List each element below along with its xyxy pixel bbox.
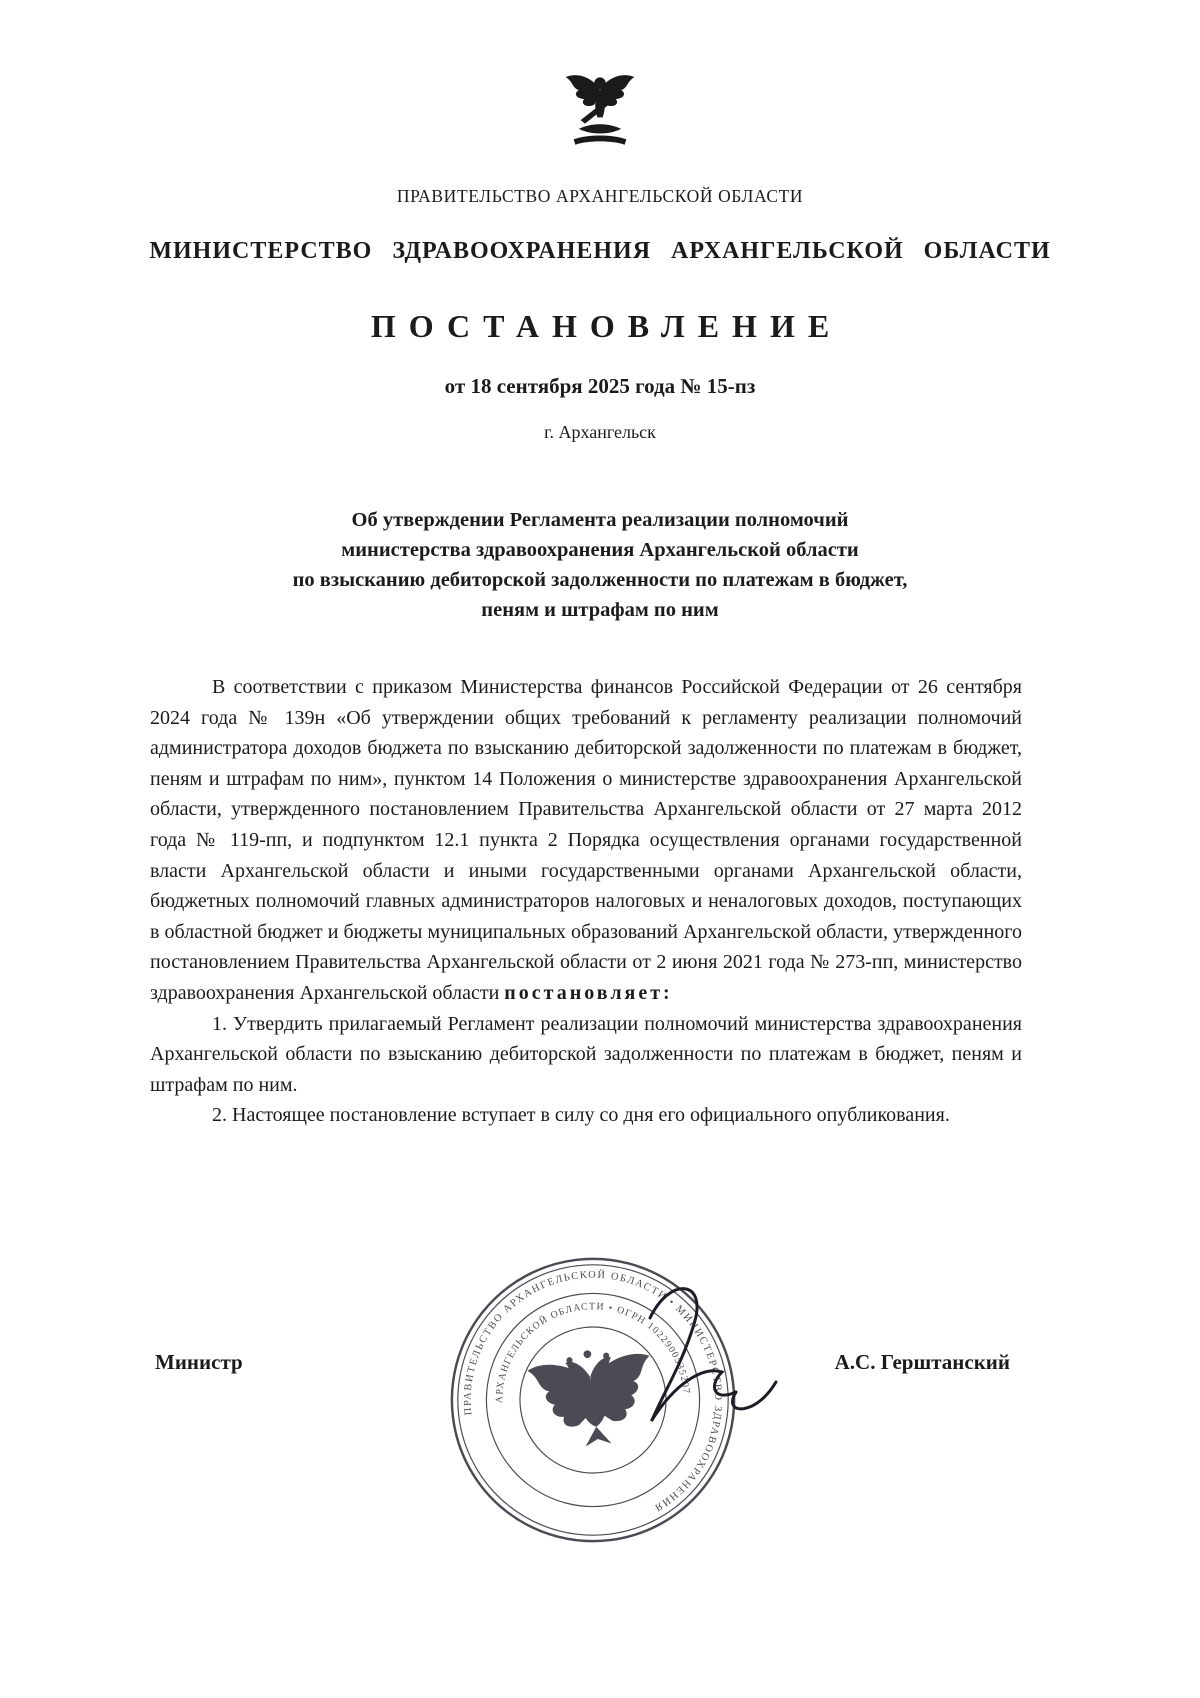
ministry-header: МИНИСТЕРСТВО ЗДРАВООХРАНЕНИЯ АРХАНГЕЛЬСКОЙ ОБЛАСТИ [149,238,1051,264]
paragraph-1-text: В соответствии с приказом Министерства финансов Российской Федерации от 26 сентября 2024 года № 139н «Об утверждении общих требований к регламенту реализации полномочий администратора доходов бюджета по взысканию дебиторской задолженности по платежам в бюджет, пеням и штрафам по ним», пунктом 14 Положения о министерстве здравоохранения Архангельской области, утвержденного постановлением Правительства Архангельской области от 27 марта 2012 года № 119-пп, и подпунктом 12.1 пункта 2 Порядка осуществления органами государственной власти Архангельской области и иными государственными органами Архангельской области, бюджетных полномочий главных администраторов налоговых и неналоговых доходов, поступающих в областной бюджет и бюджеты муниципальных образований Архангельской области, утвержденного постановлением Правительства Архангельской области от 2 июня 2021 года № 273-пп, министерство здравоохранения Архангельской области [150,676,1022,1004]
title-line-4: пеням и штрафам по ним [481,599,719,621]
body-paragraph-2: 1. Утвердить прилагаемый Регламент реализации полномочий министерства здравоохранения Архангельской области по взысканию дебиторской задолженности по платежам в бюджет, пеням и штрафам по ним. [150,1012,1022,1096]
title-line-3: по взысканию дебиторской задолженности по платежам в бюджет, [292,569,908,591]
archangel-icon [556,62,644,159]
signer-position: Министр [155,1350,243,1374]
coat-of-arms-emblem [556,62,644,158]
document-type-title: ПОСТАНОВЛЕНИЕ [370,308,843,344]
title-line-1: Об утверждении Регламента реализации полномочий [351,509,849,531]
seal-inner-ring-text: АРХАНГЕЛЬСКОЙ ОБЛАСТИ • ОГРН 1022900535207 [494,1301,692,1404]
seal-outer-ring-text: ПРАВИТЕЛЬСТВО АРХАНГЕЛЬСКОЙ ОБЛАСТИ • МИНИСТЕРСТВО ЗДРАВООХРАНЕНИЯ [462,1269,724,1514]
title-line-2: министерства здравоохранения Архангельской области [341,539,859,561]
document-title [150,505,1050,625]
government-header: ПРАВИТЕЛЬСТВО АРХАНГЕЛЬСКОЙ ОБЛАСТИ [396,186,804,206]
document-body [150,672,1022,1131]
signature [628,1272,788,1442]
city-line: г. Архангельск [544,422,656,442]
body-paragraph-1 [150,672,1022,1009]
date-number-line: от 18 сентября 2025 года № 15-пз [444,374,756,398]
body-paragraph-3: 2. Настоящее постановление вступает в силу со дня его официального опубликования. [212,1104,950,1127]
paragraph-1-emphasis: постановляет: [504,981,673,1004]
signer-name: А.С. Герштанский [834,1350,1010,1374]
